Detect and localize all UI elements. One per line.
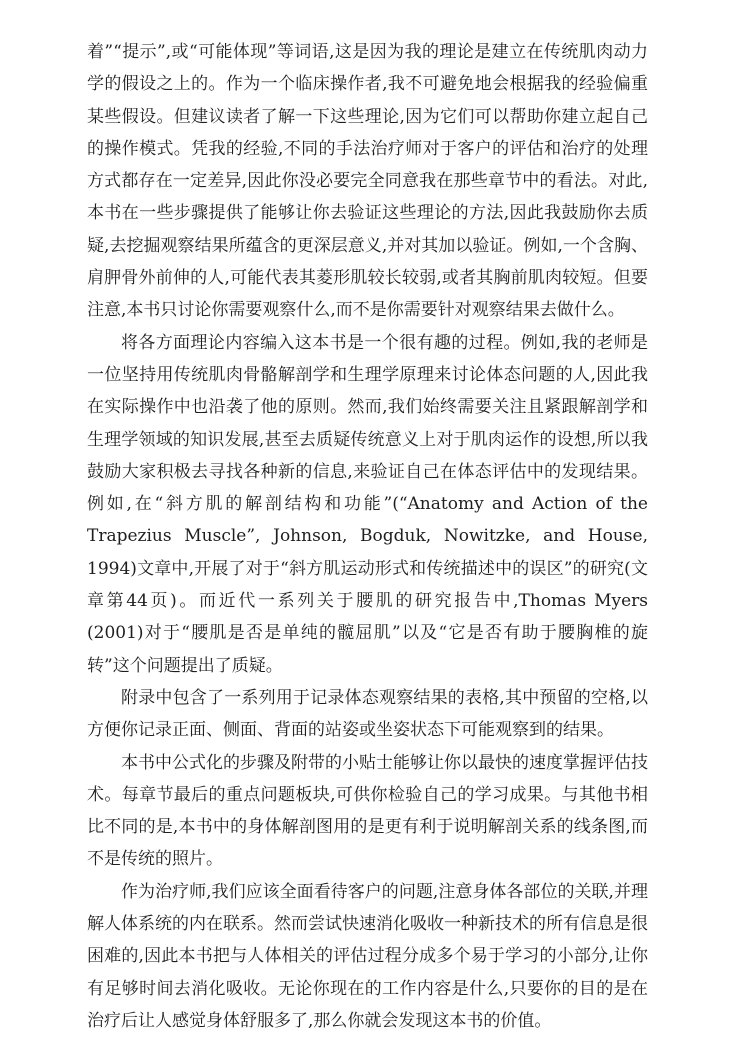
paragraph-4: 本书中公式化的步骤及附带的小贴士能够让你以最快的速度掌握评估技术。每章节最后的重点问题板块,可供你检验自己的学习成果。与其他书相比不同的是,本书中的身体解剖图用的是更有利于说明解剖关系的线条图,而不是传统的照片。: [87, 752, 648, 870]
page-body-text: [87, 36, 648, 1037]
paragraph-1: 着”“提示”,或“可能体现”等词语,这是因为我的理论是建立在传统肌肉动力学的假设之上的。作为一个临床操作者,我不可避免地会根据我的经验偏重某些假设。但建议读者了解一下这些理论,因为它们可以帮助你建立起自己的操作模式。凭我的经验,不同的手法治疗师对于客户的评估和治疗的处理方式都存在一定差异,因此你没必要完全同意我在那些章节中的看法。对此,本书在一些步骤提供了能够让你去验证这些理论的方法,因此我鼓励你去质疑,去挖掘观察结果所蕴含的更深层意义,并对其加以验证。例如,一个含胸、肩胛骨外前伸的人,可能代表其菱形肌较长较弱,或者其胸前肌肉较短。但要注意,本书只讨论你需要观察什么,而不是你需要针对观察结果去做什么。: [87, 42, 648, 321]
paragraph-5: 作为治疗师,我们应该全面看待客户的问题,注意身体各部位的关联,并理解人体系统的内在联系。然而尝试快速消化吸收一种新技术的所有信息是很困难的,因此本书把与人体相关的评估过程分成多个易于学习的小部分,让你有足够时间去消化吸收。无论你现在的工作内容是什么,只要你的目的是在治疗后让人感觉身体舒服多了,那么你就会发现这本书的价值。: [87, 881, 648, 1031]
paragraph-3: 附录中包含了一系列用于记录体态观察结果的表格,其中预留的空格,以方便你记录正面、侧面、背面的站姿或坐姿状态下可能观察到的结果。: [87, 687, 648, 741]
paragraph-2: 将各方面理论内容编入这本书是一个很有趣的过程。例如,我的老师是一位坚持用传统肌肉骨骼解剖学和生理学原理来讨论体态问题的人,因此我在实际操作中也沿袭了他的原则。然而,我们始终需要关注且紧跟解剖学和生理学领域的知识发展,甚至去质疑传统意义上对于肌肉运作的设想,所以我鼓励大家积极去寻找各种新的信息,来验证自己在体态评估中的发现结果。例如,在“斜方肌的解剖结构和功能”(“Anatomy and Action of the Trapezius Muscle”, Johnson, Bogduk, Nowitzke, and House, 1994)文章中,开展了对于“斜方肌运动形式和传统描述中的误区”的研究(文章第44页)。而近代一系列关于腰肌的研究报告中,Thomas Myers (2001)对于“腰肌是否是单纯的髋屈肌”以及“它是否有助于腰胸椎的旋转”这个问题提出了质疑。: [87, 332, 648, 676]
